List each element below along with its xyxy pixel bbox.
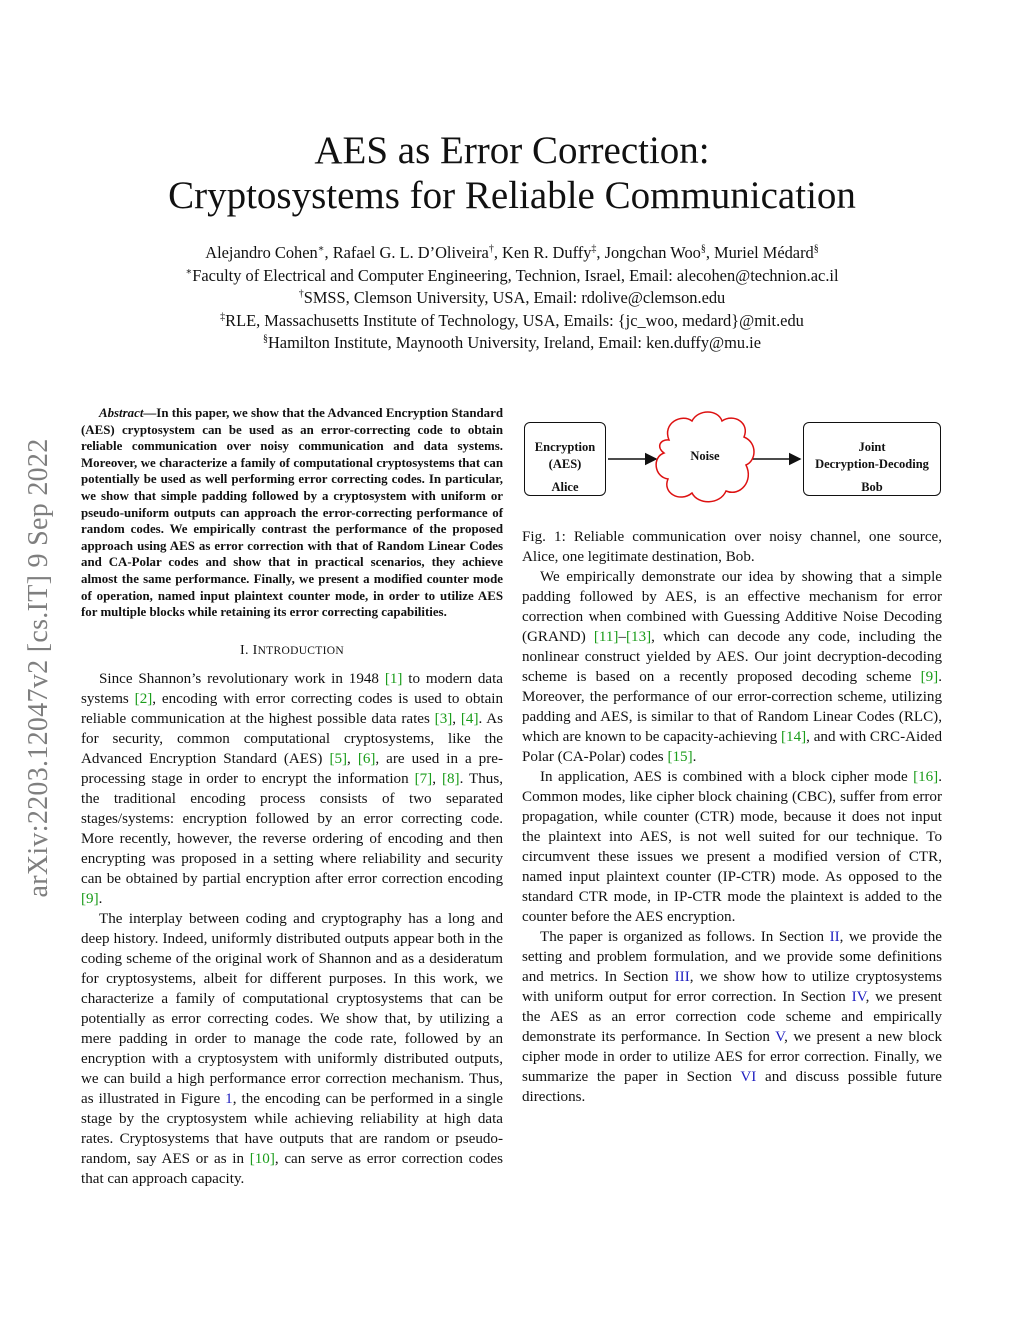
paragraph-intro-2: The interplay between coding and cryptography has a long and deep history. Indeed, uniformly distributed outputs appear both in the coding scheme of the original work of Shannon and as a desideratum for cryptosystems, albeit for different purposes. In this work, we characterize a family of computational cryptosystems that can be potentially as error correcting codes. We show that, by utilizing a mere padding in order to manage the code rate, followed by an encryption with a cryptosystem with uniformly distributed outputs, we can build a high performance error correction mechanism. Thus, as illustrated in Figure 1, the encoding can be performed in a single stage by the cryptosystem while achieving reliability at high data rates. Cryptosystems that have outputs that are random or pseudo-random, say AES or as in [10], can serve as error correction codes that can approach capacity. [81,910,503,1187]
citation-link[interactable]: [2] [134,690,153,707]
citation-link[interactable]: [5] [329,750,348,767]
figure-1 [522,405,944,515]
title-line-2: Cryptosystems for Reliable Communication [168,174,856,217]
affiliation-technion: ∗Faculty of Electrical and Computer Engineering, Technion, Israel, Email: alecohen@technion.ac.il [185,265,839,285]
figure-ref-link[interactable]: 1 [225,1090,233,1107]
section-ref-link[interactable]: VI [740,1069,757,1085]
section-ref-link[interactable]: II [829,929,840,945]
right-column [522,527,942,1107]
paper-title [0,128,1024,218]
left-column [81,405,503,1189]
citation-link[interactable]: [16] [913,769,939,785]
section-ref-link[interactable]: IV [851,989,866,1005]
abstract-text: In this paper, we show that the Advanced Encryption Standard (AES) cryptosystem can be used as an error-correcting code to obtain reliable communication over noisy communication and data systems. Moreover, we characterize a family of computational cryptosystems that can potentially be used as well performing error correcting codes. In particular, we show that simple padding followed by a cryptosystem with uniform or pseudo-uniform outputs can approach the error-correcting performance of random codes. We empirically contrast the performance of the proposed approach using AES as error correction with that of Random Linear Codes and CA-Polar codes and show that in practical scenarios, they achieve almost the same performance. Finally, we present a modified counter mode of operation, named input plaintext counter mode, in order to utilize AES for multiple blocks while retaining its error correcting capabilities. [81,406,503,620]
citation-link[interactable]: [15] [667,749,693,765]
arxiv-watermark [15,378,63,958]
citation-link[interactable]: [9] [920,669,939,685]
citation-link[interactable]: [1] [384,670,403,687]
section-ref-link[interactable]: V [775,1029,785,1045]
paragraph-intro-1: Since Shannon’s revolutionary work in 1948 [1] to modern data systems [2], encoding with error correcting codes is used to obtain reliable communication at the highest possible data rates [3], [4]. As for security, common computational cryptosystems, like the Advanced Encryption Standard (AES) [5], [6], are used in a pre-processing stage in order to encrypt the information [7], [8]. Thus, the traditional encoding process consists of two separated stages/systems: encryption followed by an error correcting code. More recently, however, the reverse ordering of encoding and then encrypting was proposed in a setting where reliability and security can be obtained by partial encryption after error correction encoding [9]. [81,670,504,907]
paragraph-right-1: We empirically demonstrate our idea by showing that a simple padding followed by AES, is an effective mechanism for error correction when combined with Guessing Additive Noise Decoding (GRAND) [11]–[13], which can decode any code, including the nonlinear construct yielded by AES. Our joint decryption-decoding scheme is based on a recently proposed decoding scheme [9]. Moreover, the performance of our error-correction scheme, utilizing padding and AES, is similar to that of Random Linear Codes (RLC), which are known to be capacity-achieving [14], and with CRC-Aided Polar (CA-Polar) codes [15]. [522,569,943,765]
citation-link[interactable]: [9] [81,890,99,907]
citation-link[interactable]: [7] [414,770,433,787]
citation-link[interactable]: [10] [249,1150,275,1167]
noise-label: Noise [690,449,720,463]
citation-link[interactable]: [6] [357,750,376,767]
section-heading-introduction: I. INTRODUCTION [240,642,344,658]
decoding-box: Joint Decryption-Decoding Bob [803,422,941,496]
paragraph-right-2: In application, AES is combined with a block cipher mode [16]. Common modes, like cipher block chaining (CBC), suffer from error propagation, while counter (CTR) mode, because it does not input the plaintext into AES, is not well suited for our technique. To circumvent these issues we present a modified version of CTR, named input plaintext counter (IP-CTR) mode. As opposed to the standard CTR mode, in IP-CTR mode the plaintext is added to the counter before the AES encryption. [522,769,942,925]
arxiv-id: arXiv:2203.12047v2 [cs.IT] 9 Sep 2022 [23,438,54,898]
abstract: Abstract—In this paper, we show that the Advanced Encryption Standard (AES) cryptosystem can be used as an error-correcting code to obtain reliable communication over noisy communication and data systems. Moreover, we characterize a family of computational cryptosystems that can potentially be used as well performing error correcting codes. In particular, we show that simple padding followed by a cryptosystem with uniform or pseudo-uniform outputs can approach the error-correcting performance of random codes. We empirically contrast the performance of the proposed approach using AES as error correction with that of Random Linear Codes and CA-Polar codes and show that in practical scenarios, they achieve almost the same performance. Finally, we present a modified counter mode of operation, named input plaintext counter mode, in order to utilize AES for multiple blocks while retaining its error correcting capabilities. [81,406,503,620]
citation-link[interactable]: [8] [441,770,460,787]
affiliation-maynooth: §Hamilton Institute, Maynooth University, Ireland, Email: ken.duffy@mu.ie [262,333,762,352]
citation-link[interactable]: [14] [781,729,807,745]
section-ref-link[interactable]: III [674,969,690,985]
affiliation-clemson: †SMSS, Clemson University, USA, Email: rdolive@clemson.edu [298,288,726,307]
figure-caption: Fig. 1: Reliable communication over noisy channel, one source, Alice, one legitimate destination, Bob. [522,529,942,565]
citation-link[interactable]: [4] [460,710,479,727]
encryption-box: Encryption (AES) Alice [524,422,606,496]
citation-link[interactable]: [13] [626,629,652,645]
paragraph-right-3: The paper is organized as follows. In Section II, we provide the setting and problem formulation, and we provide some definitions and metrics. In Section III, we show how to utilize cryptosystems with uniform output for error correction. In Section IV, we present the AES as an error correction code scheme and empirically demonstrate its performance. In Section V, we present a new block cipher mode in order to utilize AES for error correction. Finally, we summarize the paper in Section VI and discuss possible future directions. [522,929,942,1105]
affiliation-mit: ‡RLE, Massachusetts Institute of Technology, USA, Emails: {jc_woo, medard}@mit.edu [220,310,804,330]
citation-link[interactable]: [11] [593,629,619,645]
author-list: Alejandro Cohen∗, Rafael G. L. D’Oliveira†, Ken R. Duffy‡, Jongchan Woo§, Muriel Médard§ [205,243,819,262]
abstract-label: Abstract [99,406,144,420]
title-line-1: AES as Error Correction: [314,129,710,172]
citation-link[interactable]: [3] [434,710,453,727]
authors-block [0,242,1024,355]
